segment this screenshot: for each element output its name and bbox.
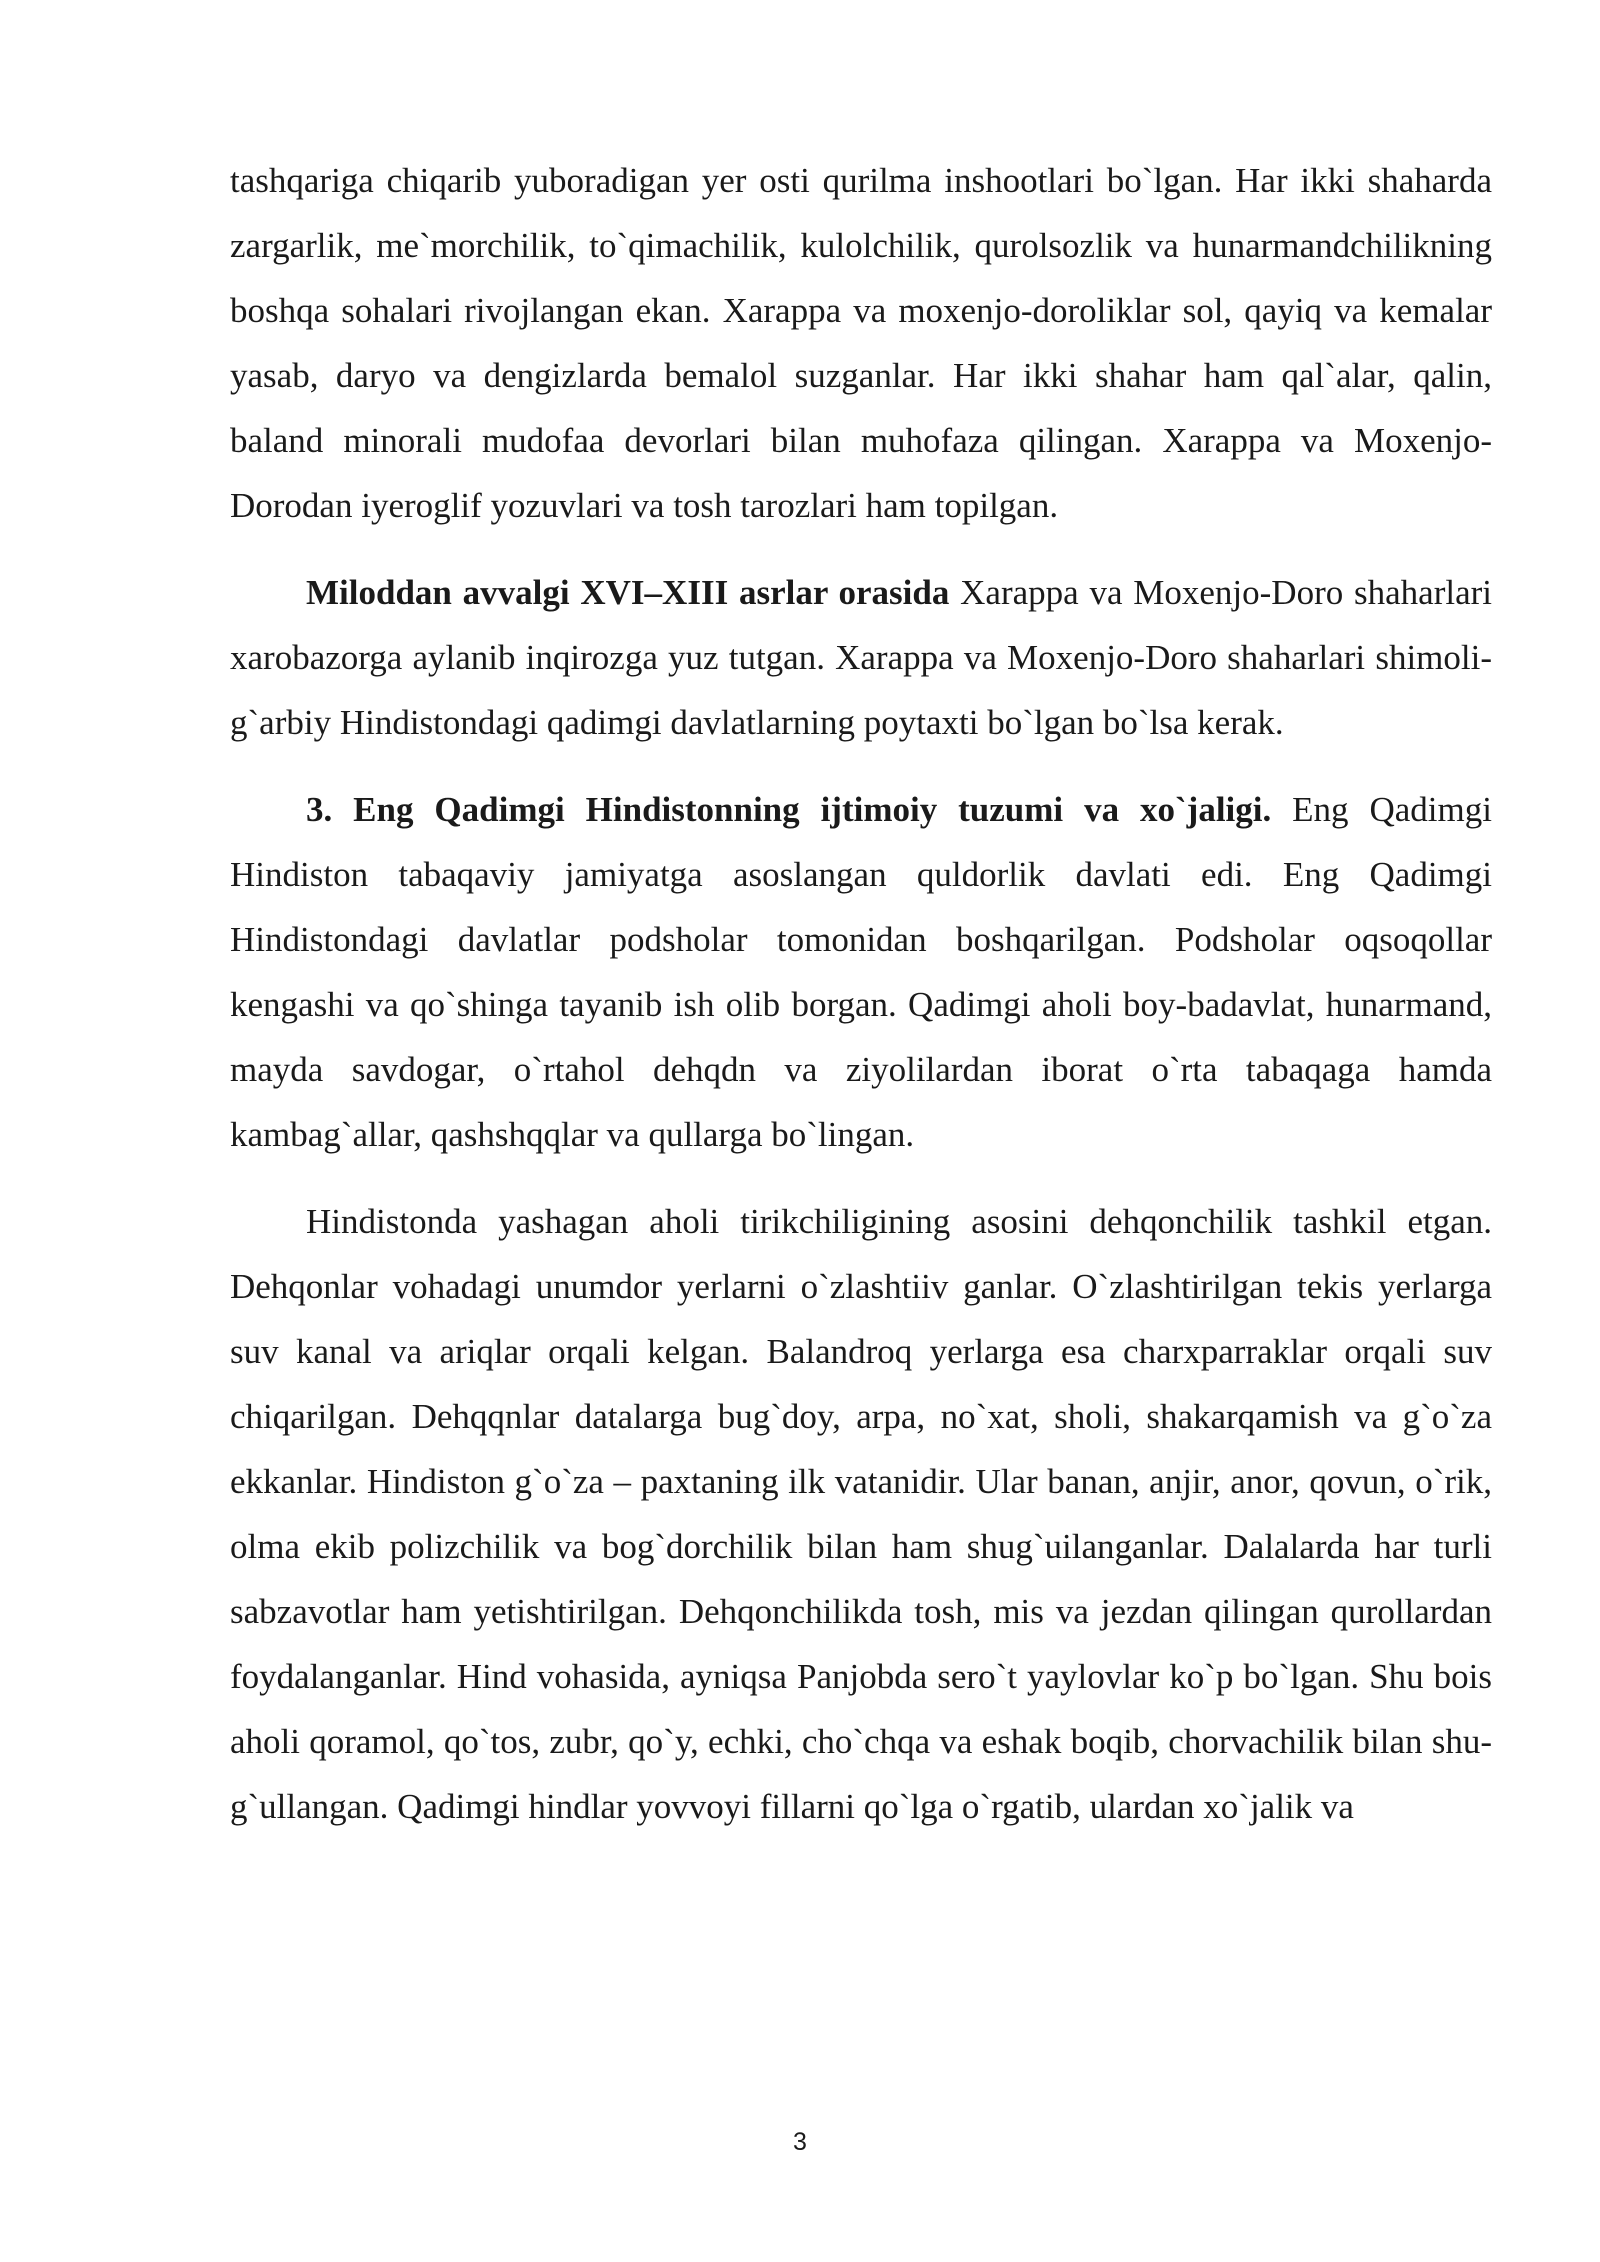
page-number: 3: [793, 2128, 807, 2156]
paragraph-social-structure: [230, 777, 1492, 1167]
document-page: [230, 148, 1492, 1839]
section-heading: 3. Eng Qadimgi Hindistonning ijtimoiy tuzumi va xo`jaligi.: [306, 790, 1272, 829]
paragraph-text: Xarappa va Moxenjo-Doro shaharlari xarobazorga aylanib inqirozga yuz tutgan. Xarappa va Moxenjo-Doro shaharlari shimoli-g`arbiy Hindistondagi qadimgi davlatlarning poytaxti bo`lgan bo`lsa kerak.: [230, 573, 1492, 742]
paragraph-agriculture: [230, 1189, 1492, 1839]
paragraph-text: tashqariga chiqarib yuboradigan yer osti qurilma inshootlari bo`lgan. Har ikki shaharda zargarlik, me`morchilik, to`qimachilik, kulolchilik, qurolsozlik va hunarmandchilikning boshqa sohalari rivojlangan ekan. Xarappa va moxenjo-doroliklar sol, qayiq va kemalar yasab, daryo va dengizlarda bemalol suzganlar. Har ikki shahar ham qal`alar, qalin, baland minorali mudofaa devorlari bilan muhofaza qilingan. Xarappa va Moxenjo-Dorodan iyeroglif yozuvlari va tosh tarozlari ham topilgan.: [230, 161, 1492, 525]
paragraph-text: Hindistonda yashagan aholi tirikchiligining asosini dehqonchilik tashkil etgan. Dehqonlar vohadagi unumdor yerlarni o`zlashtiiv ganlar. O`zlashtirilgan tekis yerlarga suv kanal va ariqlar orqali kelgan. Balandroq yerlarga esa charxparraklar orqali suv chiqarilgan. Dehqqnlar datalarga bug`doy, arpa, no`xat, sholi, shakarqamish va g`o`za ekkanlar. Hindiston g`o`za – paxtaning ilk vatanidir. Ular banan, anjir, anor, qovun, o`rik, olma ekib polizchilik va bog`dorchilik bilan ham shug`uilanganlar. Dalalarda har turli sabzavotlar ham yetishtirilgan. Dehqonchilikda tosh, mis va jezdan qilingan qurollardan foydalanganlar. Hind vohasida, ayniqsa Panjobda sero`t yaylovlar ko`p bo`lgan. Shu bois aholi qoramol, qo`tos, zubr, qo`y, echki, cho`chqa va eshak boqib, chorvachilik bilan shu-g`ullangan. Qadimgi hindlar yovvoyi fillarni qo`lga o`rgatib, ulardan xo`jalik va: [230, 1202, 1492, 1826]
paragraph-bold-lead: Miloddan avvalgi XVI–XIII asrlar orasida: [306, 573, 950, 612]
paragraph-harappa-cities: [230, 148, 1492, 538]
paragraph-text: Eng Qadimgi Hindiston tabaqaviy jamiyatga asoslangan quldorlik davlati edi. Eng Qadimgi Hindistondagi davlatlar podsholar tomonidan boshqarilgan. Podsholar oqsoqollar kengashi va qo`shinga tayanib ish olib borgan. Qadimgi aholi boy-badavlat, hunarmand, mayda savdogar, o`rtahol dehqdn va ziyolilardan iborat o`rta tabaqaga hamda kambag`allar, qashshqqlar va qullarga bo`lingan.: [230, 790, 1492, 1154]
paragraph-decline: [230, 560, 1492, 755]
